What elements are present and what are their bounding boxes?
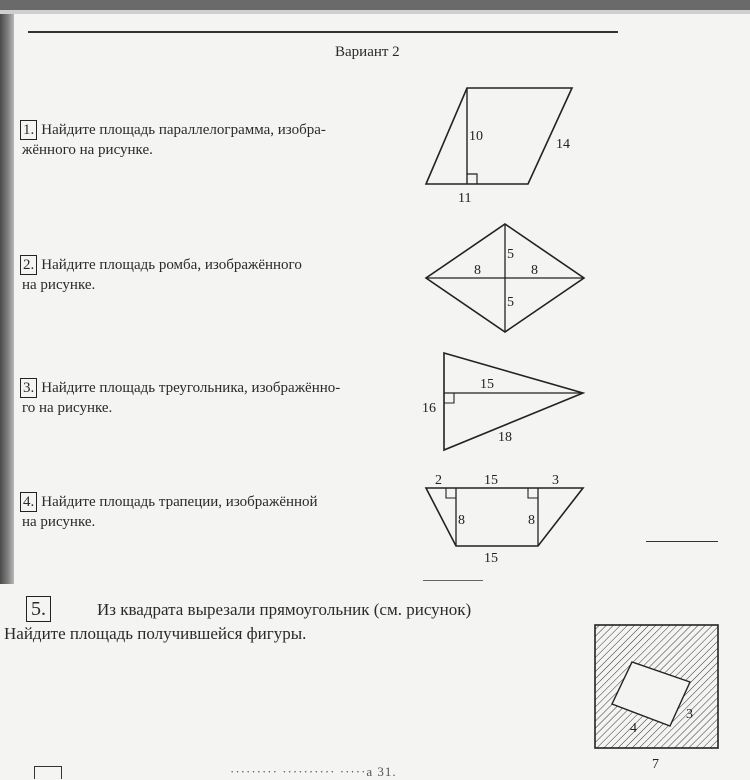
square-cutout-figure bbox=[590, 620, 725, 775]
task-5-text-line2: Найдите площадь получившейся фигуры. bbox=[4, 624, 307, 643]
trapezoid-top-base-label: 15 bbox=[484, 473, 498, 488]
triangle-bottom-label: 18 bbox=[498, 430, 512, 445]
task-3 bbox=[20, 378, 420, 418]
parallelogram-figure bbox=[420, 82, 590, 207]
task-2-number: 2. bbox=[20, 255, 37, 275]
trapezoid-figure bbox=[420, 470, 590, 570]
task-4-number: 4. bbox=[20, 492, 37, 512]
trapezoid-left-offset-label: 2 bbox=[435, 473, 442, 488]
page-title: Вариант 2 bbox=[335, 44, 400, 60]
trapezoid-right-offset-label: 3 bbox=[552, 473, 559, 488]
task-3-number: 3. bbox=[20, 378, 37, 398]
footer-partial-text: ········· ·········· ·····а 31. bbox=[230, 764, 397, 779]
task-1-text-line2: жённого на рисунке. bbox=[22, 142, 153, 158]
trapezoid-height-right-label: 8 bbox=[528, 513, 535, 528]
task-5-number: 5. bbox=[26, 596, 51, 622]
task-5 bbox=[4, 596, 594, 646]
task-1-number: 1. bbox=[20, 120, 37, 140]
task-4-text-line1: Найдите площадь трапеции, изображённой bbox=[41, 494, 318, 510]
task-2-text-line2: на рисунке. bbox=[22, 277, 96, 293]
task-4 bbox=[20, 492, 410, 532]
task-3-text-line2: го на рисунке. bbox=[22, 400, 113, 416]
answer-line bbox=[646, 541, 718, 542]
scan-top-edge bbox=[0, 0, 750, 10]
parallelogram-base-label: 11 bbox=[458, 191, 472, 206]
divider-line bbox=[423, 580, 483, 581]
task-3-text-line1: Найдите площадь треугольника, изображённо- bbox=[41, 380, 341, 396]
rect-side-b-label: 3 bbox=[686, 707, 693, 722]
trapezoid-height-left-label: 8 bbox=[458, 513, 465, 528]
triangle-median-label: 15 bbox=[480, 377, 494, 392]
rhombus-right-label: 8 bbox=[531, 263, 538, 278]
task-6-number-box bbox=[34, 766, 62, 779]
parallelogram-side-label: 14 bbox=[556, 137, 570, 152]
triangle-left-label: 16 bbox=[422, 401, 436, 416]
scan-left-edge bbox=[0, 14, 14, 584]
header-rule bbox=[28, 31, 618, 33]
rhombus-top-label: 5 bbox=[507, 247, 514, 262]
task-1 bbox=[20, 120, 410, 160]
scan-top-shadow bbox=[0, 10, 750, 14]
rhombus-figure bbox=[420, 220, 590, 335]
rect-side-a-label: 4 bbox=[630, 721, 637, 736]
rhombus-left-label: 8 bbox=[474, 263, 481, 278]
triangle-figure bbox=[418, 345, 588, 460]
task-2 bbox=[20, 255, 410, 295]
task-4-text-line2: на рисунке. bbox=[22, 514, 96, 530]
task-1-text-line1: Найдите площадь параллелограмма, изобра- bbox=[41, 122, 326, 138]
task-5-text-line1: Из квадрата вырезали прямоугольник (см. рисунок) bbox=[97, 600, 472, 619]
square-side-label: 7 bbox=[652, 757, 659, 772]
rhombus-bottom-label: 5 bbox=[507, 295, 514, 310]
trapezoid-bottom-base-label: 15 bbox=[484, 551, 498, 566]
task-2-text-line1: Найдите площадь ромба, изображённого bbox=[41, 257, 302, 273]
parallelogram-height-label: 10 bbox=[469, 129, 483, 144]
